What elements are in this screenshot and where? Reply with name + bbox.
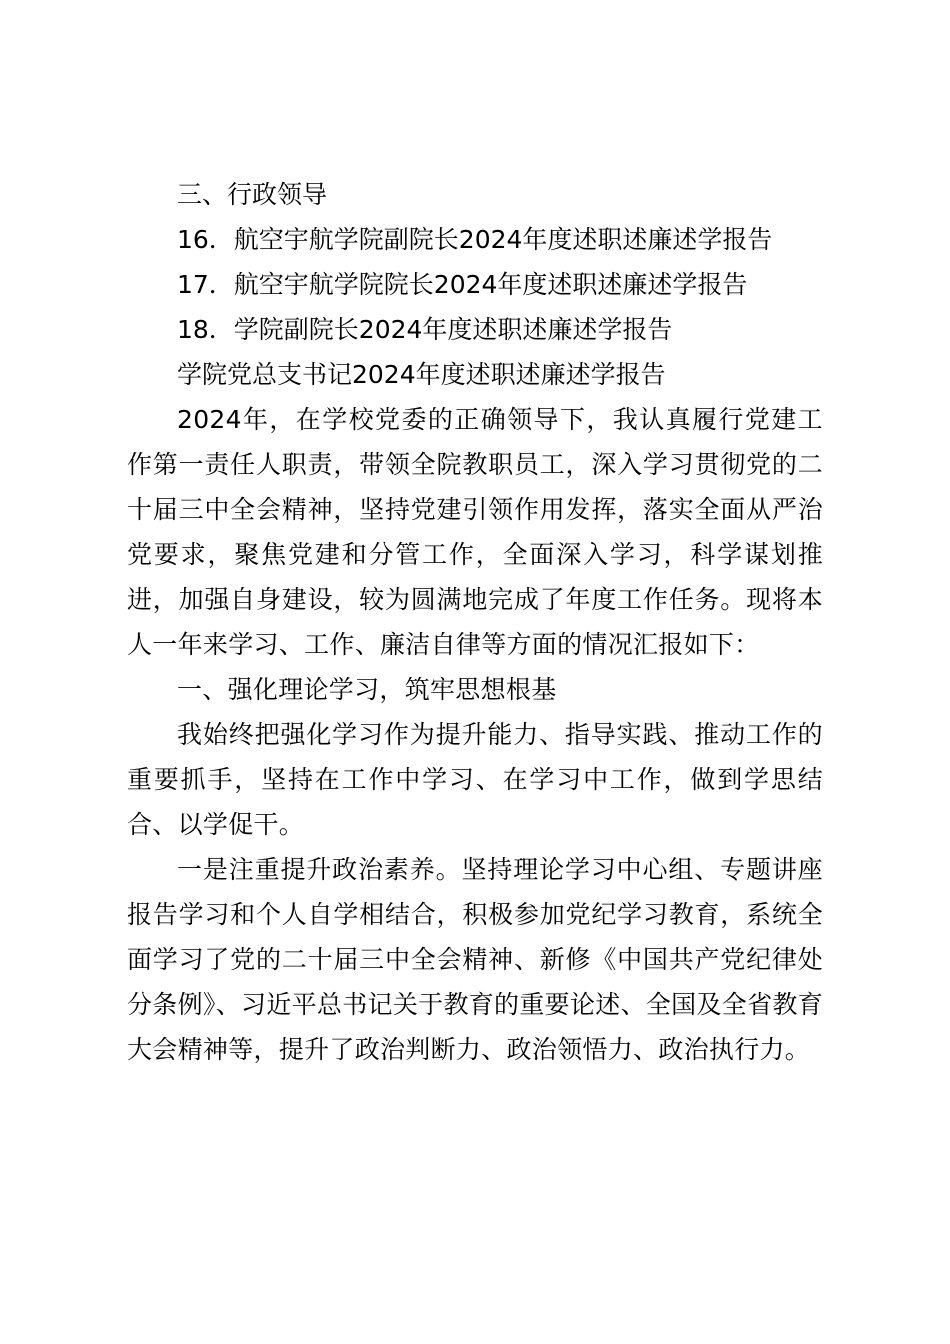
section-heading: 三、行政领导 <box>177 180 328 209</box>
document-body <box>127 172 823 1072</box>
subsection-heading: 一、强化理论学习，筑牢思想根基 <box>177 675 557 704</box>
body-paragraph: 2024年，在学校党委的正确领导下，我认真履行党建工作第一责任人职责，带领全院教职员工，深入学习贯彻党的二十届三中全会精神，坚持党建引领作用发挥，落实全面从严治党要求，聚焦党建和分管工作，全面深入学习，科学谋划推进，加强自身建设，较为圆满地完成了年度工作任务。现将本人一年来学习、工作、廉洁自律等方面的情况汇报如下： <box>127 405 823 659</box>
list-item: 16．航空宇航学院副院长2024年度述职述廉述学报告 <box>177 225 773 254</box>
body-paragraph: 一是注重提升政治素养。坚持理论学习中心组、专题讲座报告学习和个人自学相结合，积极参加党纪学习教育，系统全面学习了党的二十届三中全会精神、新修《中国共产党纪律处分条例》、习近平总书记关于教育的重要论述、全国及全省教育大会精神等，提升了政治判断力、政治领悟力、政治执行力。 <box>127 855 823 1064</box>
list-item: 17．航空宇航学院院长2024年度述职述廉述学报告 <box>177 270 748 299</box>
report-title: 学院党总支书记2024年度述职述廉述学报告 <box>177 360 666 389</box>
body-paragraph: 我始终把强化学习作为提升能力、指导实践、推动工作的重要抓手，坚持在工作中学习、在学习中工作，做到学思结合、以学促干。 <box>127 720 823 839</box>
list-item: 18．学院副院长2024年度述职述廉述学报告 <box>177 315 673 344</box>
